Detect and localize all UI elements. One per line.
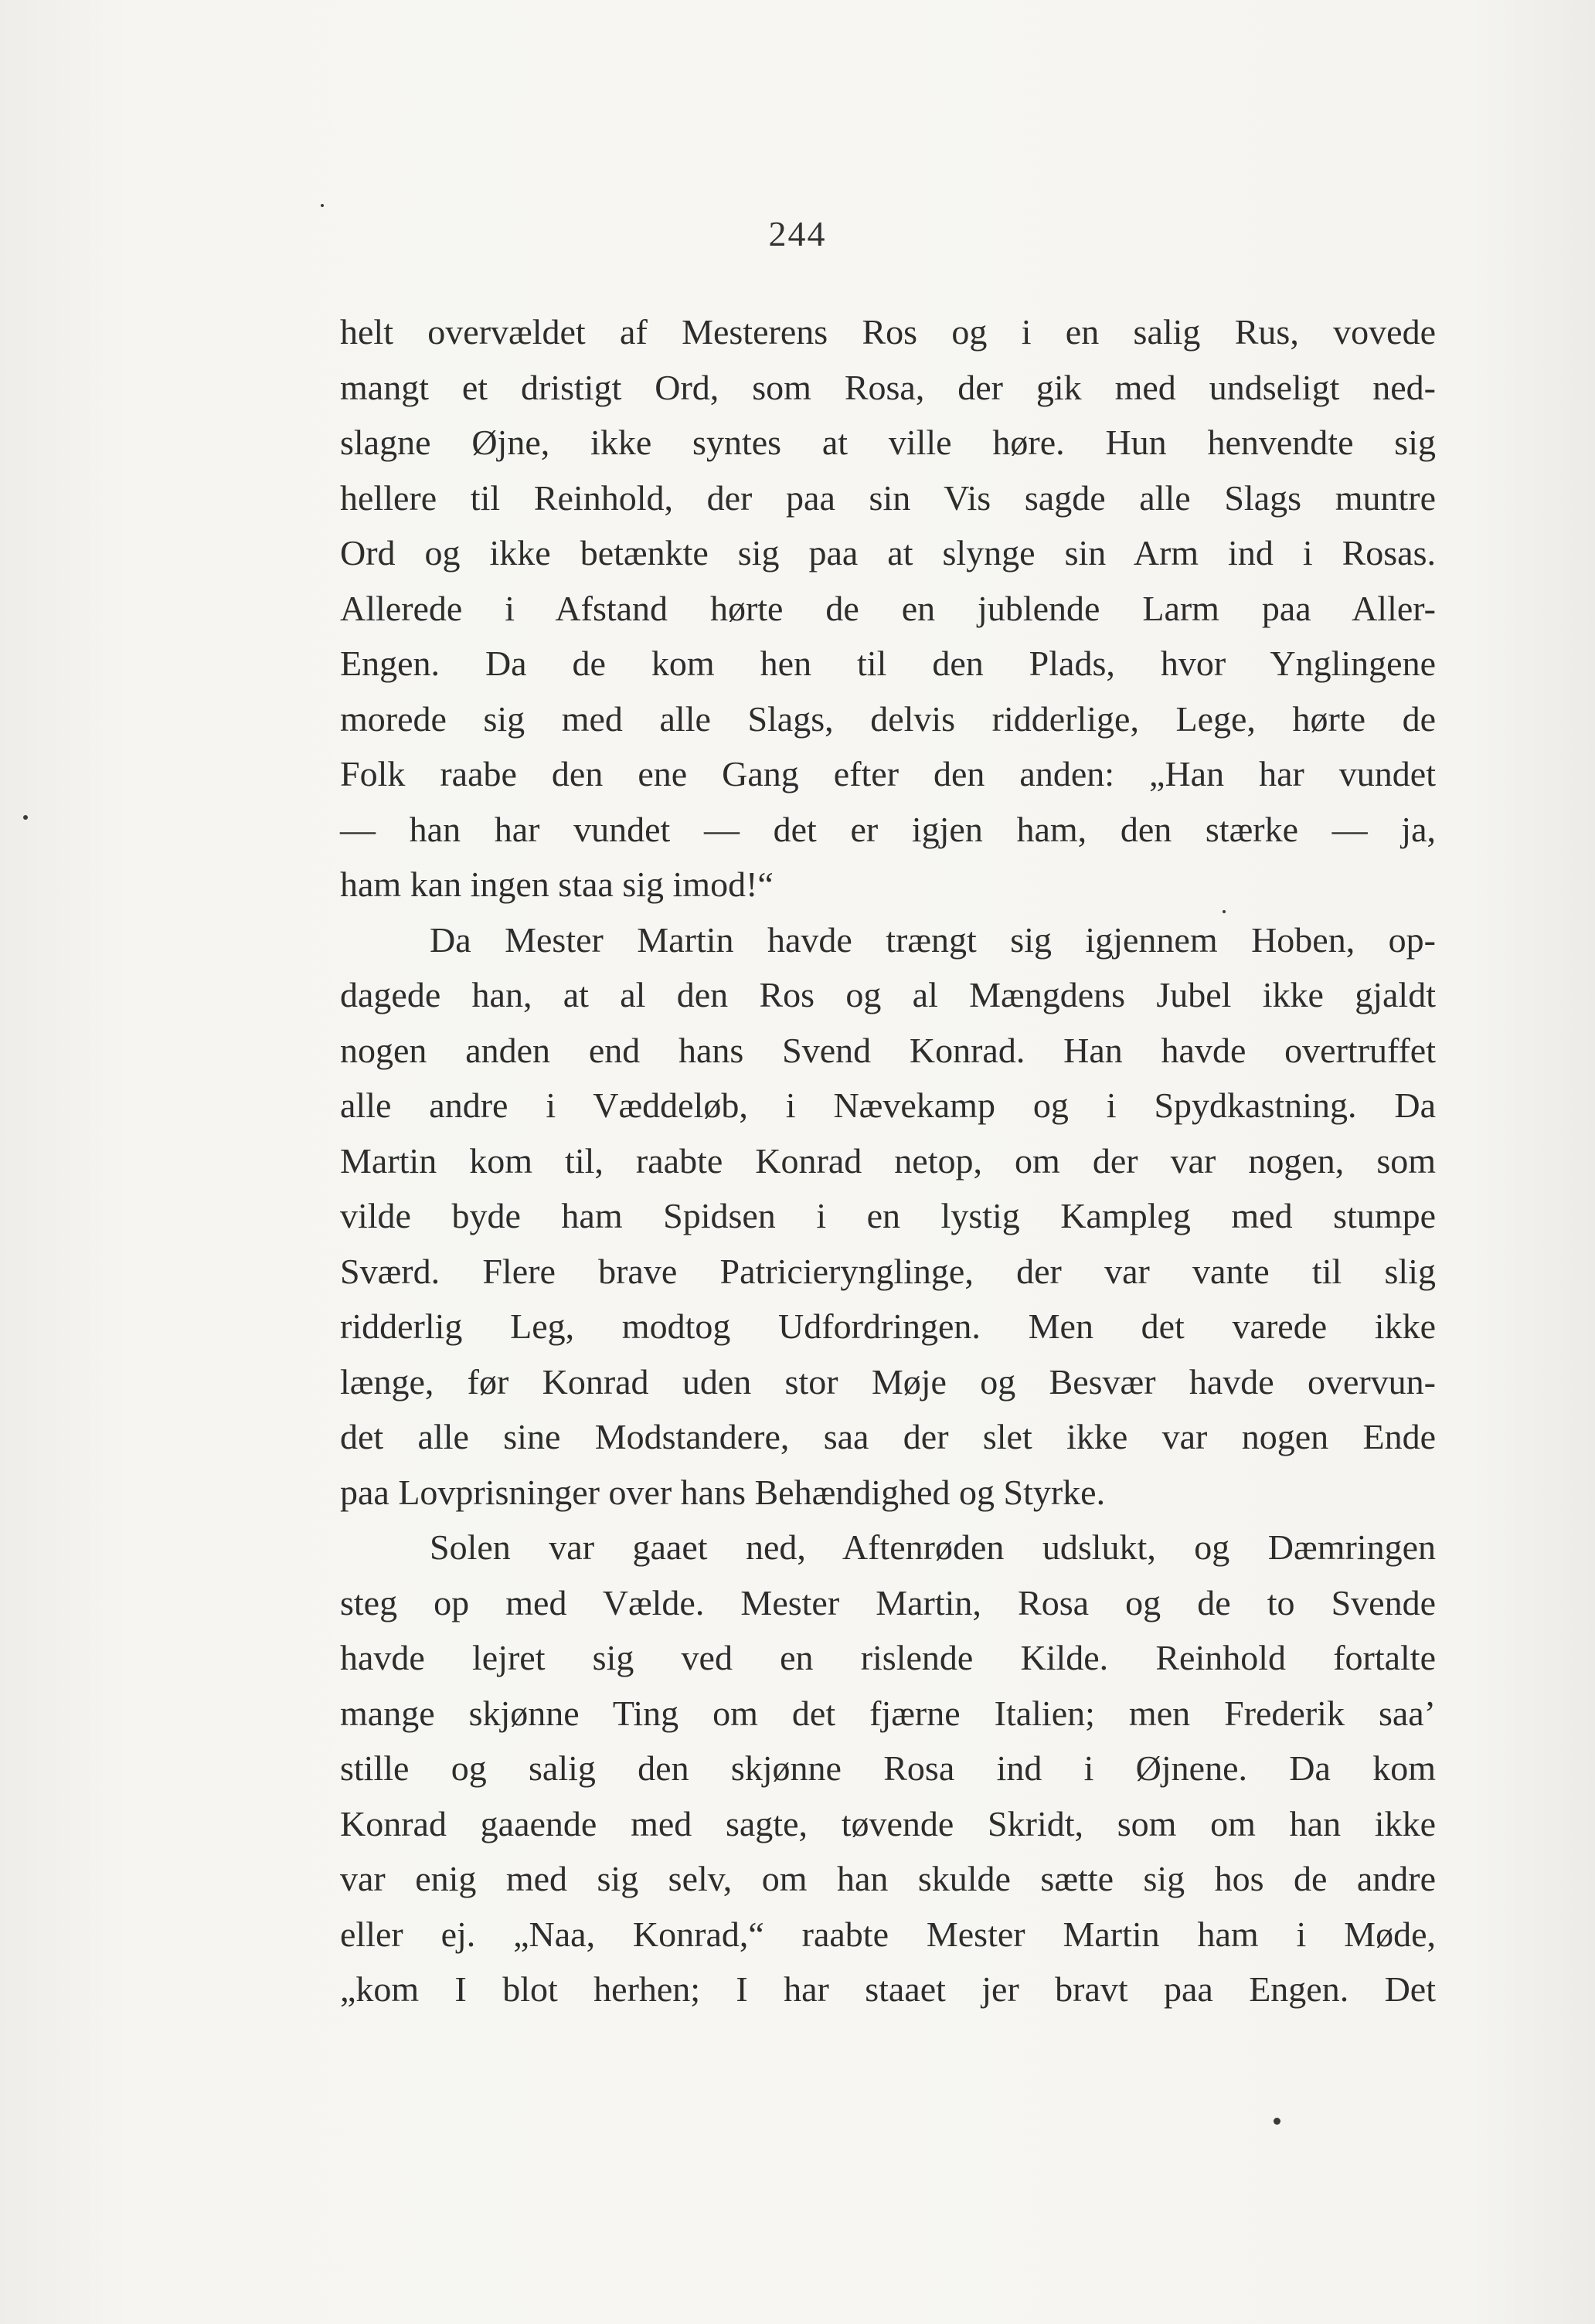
body-text bbox=[340, 304, 1436, 2017]
text-line: Engen. Da de kom hen til den Plads, hvor Ynglingene bbox=[340, 644, 1436, 683]
text-line: havde lejret sig ved en rislende Kilde. Reinhold fortalte bbox=[340, 1638, 1436, 1677]
text-line: eller ej. „Naa, Konrad,“ raabte Mester Martin ham i Møde, bbox=[340, 1914, 1436, 1954]
text-line: slagne Øjne, ikke syntes at ville høre. Hun henvendte sig bbox=[340, 423, 1436, 462]
ink-speck bbox=[1223, 910, 1226, 913]
text-line: morede sig med alle Slags, delvis ridderlige, Lege, hørte de bbox=[340, 698, 1436, 739]
text-line: steg op med Vælde. Mester Martin, Rosa og de to Svende bbox=[340, 1582, 1436, 1622]
text-line: alle andre i Væddeløb, i Nævekamp og i Spydkastning. Da bbox=[340, 1086, 1436, 1125]
text-line: Konrad gaaende med sagte, tøvende Skridt, som om han ikke bbox=[340, 1803, 1436, 1843]
text-line: dagede han, at al den Ros og al Mængdens Jubel ikke gjaldt bbox=[340, 975, 1436, 1014]
text-line: mangt et dristigt Ord, som Rosa, der gik med undseligt ned- bbox=[340, 367, 1436, 407]
text-line: nogen anden end hans Svend Konrad. Han havde overtruffet bbox=[340, 1030, 1436, 1070]
text-line: „kom I blot herhen; I har staaet jer bravt paa Engen. Det bbox=[340, 1969, 1436, 2009]
text-line: vilde byde ham Spidsen i en lystig Kampleg med stumpe bbox=[340, 1196, 1436, 1235]
text-line: mange skjønne Ting om det fjærne Italien; men Frederik saa’ bbox=[340, 1693, 1436, 1733]
text-line: — han har vundet — det er igjen ham, den stærke — ja, bbox=[340, 809, 1436, 849]
text-line: Da Mester Martin havde trængt sig igjennem Hoben, op- bbox=[430, 919, 1436, 960]
text-line: Folk raabe den ene Gang efter den anden: „Han har vundet bbox=[340, 754, 1436, 793]
text-line: det alle sine Modstandere, saa der slet ikke var nogen Ende bbox=[340, 1417, 1436, 1456]
ink-speck bbox=[1274, 2118, 1280, 2125]
text-line: helt overvældet af Mesterens Ros og i en salig Rus, vovede bbox=[340, 312, 1436, 352]
ink-speck bbox=[23, 815, 28, 820]
text-line: stille og salig den skjønne Rosa ind i Øjnene. Da kom bbox=[340, 1748, 1436, 1788]
text-line: var enig med sig selv, om han skulde sætte sig hos de andre bbox=[340, 1859, 1436, 1898]
text-line: ridderlig Leg, modtog Udfordringen. Men det varede ikke bbox=[340, 1306, 1436, 1346]
text-line: paa Lovprisninger over hans Behændighed og Styrke. bbox=[340, 1472, 1106, 1512]
text-line: længe, før Konrad uden stor Møje og Besvær havde overvun- bbox=[340, 1361, 1436, 1402]
text-line: Martin kom til, raabte Konrad netop, om der var nogen, som bbox=[340, 1140, 1436, 1181]
text-line: Allerede i Afstand hørte de en jublende Larm paa Aller- bbox=[340, 588, 1436, 628]
text-line: ham kan ingen staa sig imod!“ bbox=[340, 865, 774, 904]
text-line: Solen var gaaet ned, Aftenrøden udslukt, og Dæmringen bbox=[430, 1527, 1436, 1567]
text-line: hellere til Reinhold, der paa sin Vis sagde alle Slags muntre bbox=[340, 477, 1436, 518]
text-line: Sværd. Flere brave Patricierynglinge, der var vante til slig bbox=[340, 1251, 1436, 1291]
text-line: Ord og ikke betænkte sig paa at slynge sin Arm ind i Rosas. bbox=[340, 533, 1436, 573]
page-number: 244 bbox=[768, 214, 827, 253]
ink-speck bbox=[321, 204, 324, 207]
